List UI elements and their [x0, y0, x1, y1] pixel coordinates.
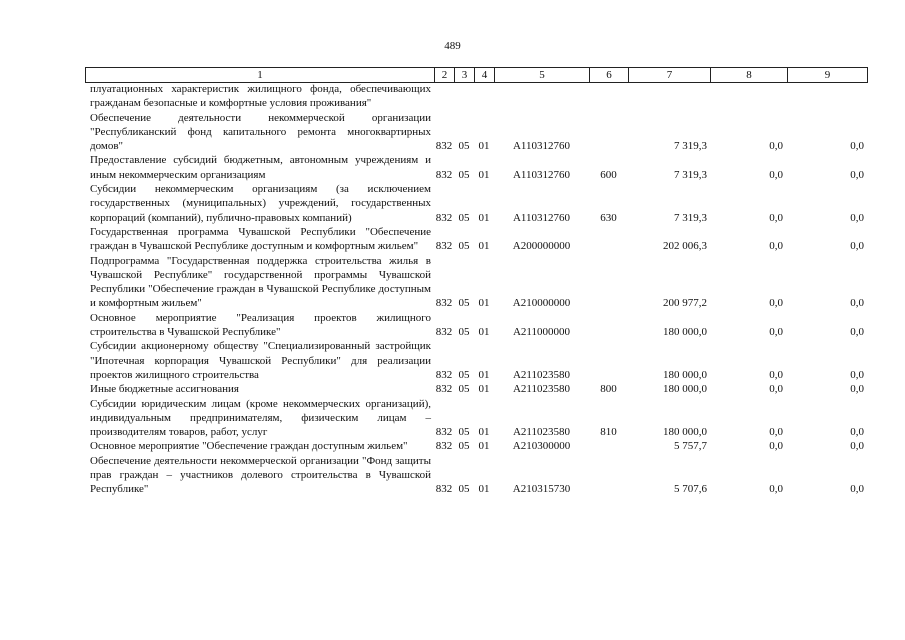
- target-article-code: А110312760: [512, 168, 571, 181]
- table-row: [85, 397, 867, 440]
- section-code: 05: [458, 140, 470, 153]
- target-article-code: А200000000: [512, 240, 571, 253]
- target-article-code: [494, 82, 589, 111]
- target-article-code: А211000000: [512, 326, 571, 339]
- target-article-code: А210315730: [512, 483, 571, 496]
- amount-2024: [787, 82, 867, 111]
- row-name: Иные бюджетные ассигнования: [90, 383, 239, 396]
- target-article-code: А211023580: [512, 368, 571, 381]
- section-code: 05: [458, 297, 470, 310]
- row-name: Субсидии юридическим лицам (кроме некоммерческих организаций), индивидуальным предпринимателям, физическим лицам – производителям товаров, работ, услуг: [90, 397, 431, 439]
- ministry-code: 832: [435, 297, 453, 310]
- column-header-7: 7: [629, 68, 711, 83]
- amount-2022: 200 977,2: [663, 297, 707, 310]
- amount-2024: 0,0: [850, 240, 864, 253]
- expense-type-code: [589, 311, 628, 340]
- row-name: плуатационных характеристик жилищного фонда, обеспечивающих гражданам безопасные и комфортные условия проживания": [90, 83, 431, 110]
- amount-2022: 180 000,0: [663, 326, 707, 339]
- amount-2023: 0,0: [769, 211, 783, 224]
- subsection-code: 01: [478, 240, 490, 253]
- ministry-code: 832: [435, 483, 453, 496]
- table-row: [85, 382, 867, 396]
- expense-type-code: 810: [600, 426, 617, 439]
- row-name: Обеспечение деятельности некоммерческой организации "Республиканский фонд капитального ремонта многоквартирных домов": [90, 111, 431, 153]
- amount-2023: 0,0: [769, 297, 783, 310]
- expense-type-code: [589, 225, 628, 254]
- amount-2024: 0,0: [850, 440, 864, 453]
- target-article-code: А210300000: [512, 440, 571, 453]
- section-code: 05: [458, 383, 470, 396]
- amount-2024: 0,0: [850, 426, 864, 439]
- subsection-code: 01: [478, 426, 490, 439]
- expense-type-code: 800: [600, 383, 617, 396]
- budget-table: [85, 82, 867, 497]
- table-row: [85, 153, 867, 182]
- table-row: [85, 454, 867, 497]
- column-header-1: 1: [86, 68, 435, 83]
- amount-2024: 0,0: [850, 211, 864, 224]
- amount-2024: 0,0: [850, 297, 864, 310]
- expense-type-code: 600: [600, 168, 617, 181]
- ministry-code: 832: [435, 240, 453, 253]
- row-name: Государственная программа Чувашской Республики "Обеспечение граждан в Чувашской Республике доступным и комфортным жильем": [90, 225, 431, 253]
- row-name: Подпрограмма "Государственная поддержка строительства жилья в Чувашской Республике" государственной программы Чувашской Республики "Обеспечение граждан в Чувашской Республике доступным и комфортным жильем": [90, 254, 431, 310]
- table-row: [85, 254, 867, 311]
- expense-type-code: [589, 82, 628, 111]
- column-header-table: [85, 67, 868, 83]
- page-number: 489: [444, 40, 461, 52]
- section-code: 05: [458, 326, 470, 339]
- column-header-row: [86, 68, 868, 83]
- table-row: [85, 111, 867, 154]
- ministry-code: 832: [435, 440, 453, 453]
- section-code: 05: [458, 240, 470, 253]
- amount-2023: 0,0: [769, 426, 783, 439]
- row-name: Субсидии акционерному обществу "Специализированный застройщик "Ипотечная корпорация Чувашской Республики" для реализации проектов жилищного строительства: [90, 340, 431, 381]
- ministry-code: 832: [435, 368, 453, 381]
- subsection-code: [474, 82, 494, 111]
- column-header-5: 5: [495, 68, 590, 83]
- expense-type-code: [589, 111, 628, 154]
- section-code: 05: [458, 168, 470, 181]
- subsection-code: 01: [478, 440, 490, 453]
- amount-2023: 0,0: [769, 140, 783, 153]
- column-header-4: 4: [475, 68, 495, 83]
- expense-type-code: 630: [600, 211, 617, 224]
- subsection-code: 01: [478, 368, 490, 381]
- amount-2023: 0,0: [769, 483, 783, 496]
- amount-2023: 0,0: [769, 240, 783, 253]
- row-name: Основное мероприятие "Обеспечение граждан доступным жильем": [90, 440, 408, 453]
- target-article-code: А110312760: [512, 211, 571, 224]
- ministry-code: 832: [435, 326, 453, 339]
- subsection-code: 01: [478, 297, 490, 310]
- ministry-code: 832: [435, 140, 453, 153]
- amount-2023: 0,0: [769, 168, 783, 181]
- row-name: Предоставление субсидий бюджетным, автономным учреждениям и иным некоммерческим организациям: [90, 154, 431, 181]
- amount-2022: 7 319,3: [674, 140, 707, 153]
- subsection-code: 01: [478, 211, 490, 224]
- section-code: 05: [458, 440, 470, 453]
- amount-2024: 0,0: [850, 326, 864, 339]
- amount-2022: 180 000,0: [663, 383, 707, 396]
- amount-2024: 0,0: [850, 168, 864, 181]
- amount-2023: [710, 82, 787, 111]
- amount-2023: 0,0: [769, 383, 783, 396]
- ministry-code: 832: [435, 383, 453, 396]
- section-code: 05: [458, 368, 470, 381]
- amount-2023: 0,0: [769, 368, 783, 381]
- target-article-code: А211023580: [512, 383, 571, 396]
- amount-2024: 0,0: [850, 368, 864, 381]
- amount-2022: 202 006,3: [663, 240, 707, 253]
- amount-2022: [628, 82, 710, 111]
- subsection-code: 01: [478, 168, 490, 181]
- row-name: Основное мероприятие "Реализация проектов жилищного строительства в Чувашской Республике": [90, 311, 431, 339]
- amount-2022: 7 319,3: [674, 168, 707, 181]
- subsection-code: 01: [478, 383, 490, 396]
- section-code: 05: [458, 426, 470, 439]
- amount-2023: 0,0: [769, 440, 783, 453]
- target-article-code: А211023580: [512, 426, 571, 439]
- table-row: [85, 439, 867, 453]
- amount-2022: 180 000,0: [663, 426, 707, 439]
- expense-type-code: [589, 454, 628, 497]
- amount-2024: 0,0: [850, 140, 864, 153]
- amount-2024: 0,0: [850, 383, 864, 396]
- row-name: Субсидии некоммерческим организациям (за исключением государственных (муниципальных) учреждений, государственных корпораций (компаний), публично-правовых компаний): [90, 183, 431, 224]
- amount-2022: 7 319,3: [674, 211, 707, 224]
- subsection-code: 01: [478, 140, 490, 153]
- target-article-code: А110312760: [512, 140, 571, 153]
- column-header-9: 9: [788, 68, 868, 83]
- table-row: [85, 339, 867, 382]
- column-header-2: 2: [435, 68, 455, 83]
- ministry-code: 832: [435, 211, 453, 224]
- amount-2022: 5 707,6: [674, 483, 707, 496]
- table-row: [85, 82, 867, 111]
- section-code: 05: [458, 211, 470, 224]
- ministry-code: 832: [435, 426, 453, 439]
- ministry-code: [434, 82, 454, 111]
- amount-2022: 5 757,7: [674, 440, 707, 453]
- amount-2023: 0,0: [769, 326, 783, 339]
- table-row: [85, 311, 867, 340]
- expense-type-code: [589, 439, 628, 453]
- column-header-8: 8: [711, 68, 788, 83]
- section-code: [454, 82, 474, 111]
- section-code: 05: [458, 483, 470, 496]
- subsection-code: 01: [478, 483, 490, 496]
- target-article-code: А210000000: [512, 297, 571, 310]
- amount-2022: 180 000,0: [663, 368, 707, 381]
- column-header-3: 3: [455, 68, 475, 83]
- subsection-code: 01: [478, 326, 490, 339]
- amount-2024: 0,0: [850, 483, 864, 496]
- column-header-6: 6: [590, 68, 629, 83]
- table-row: [85, 225, 867, 254]
- expense-type-code: [589, 339, 628, 382]
- expense-type-code: [589, 254, 628, 311]
- table-row: [85, 182, 867, 225]
- row-name: Обеспечение деятельности некоммерческой организации "Фонд защиты прав граждан – участников долевого строительства в Чувашской Республике": [90, 454, 431, 496]
- ministry-code: 832: [435, 168, 453, 181]
